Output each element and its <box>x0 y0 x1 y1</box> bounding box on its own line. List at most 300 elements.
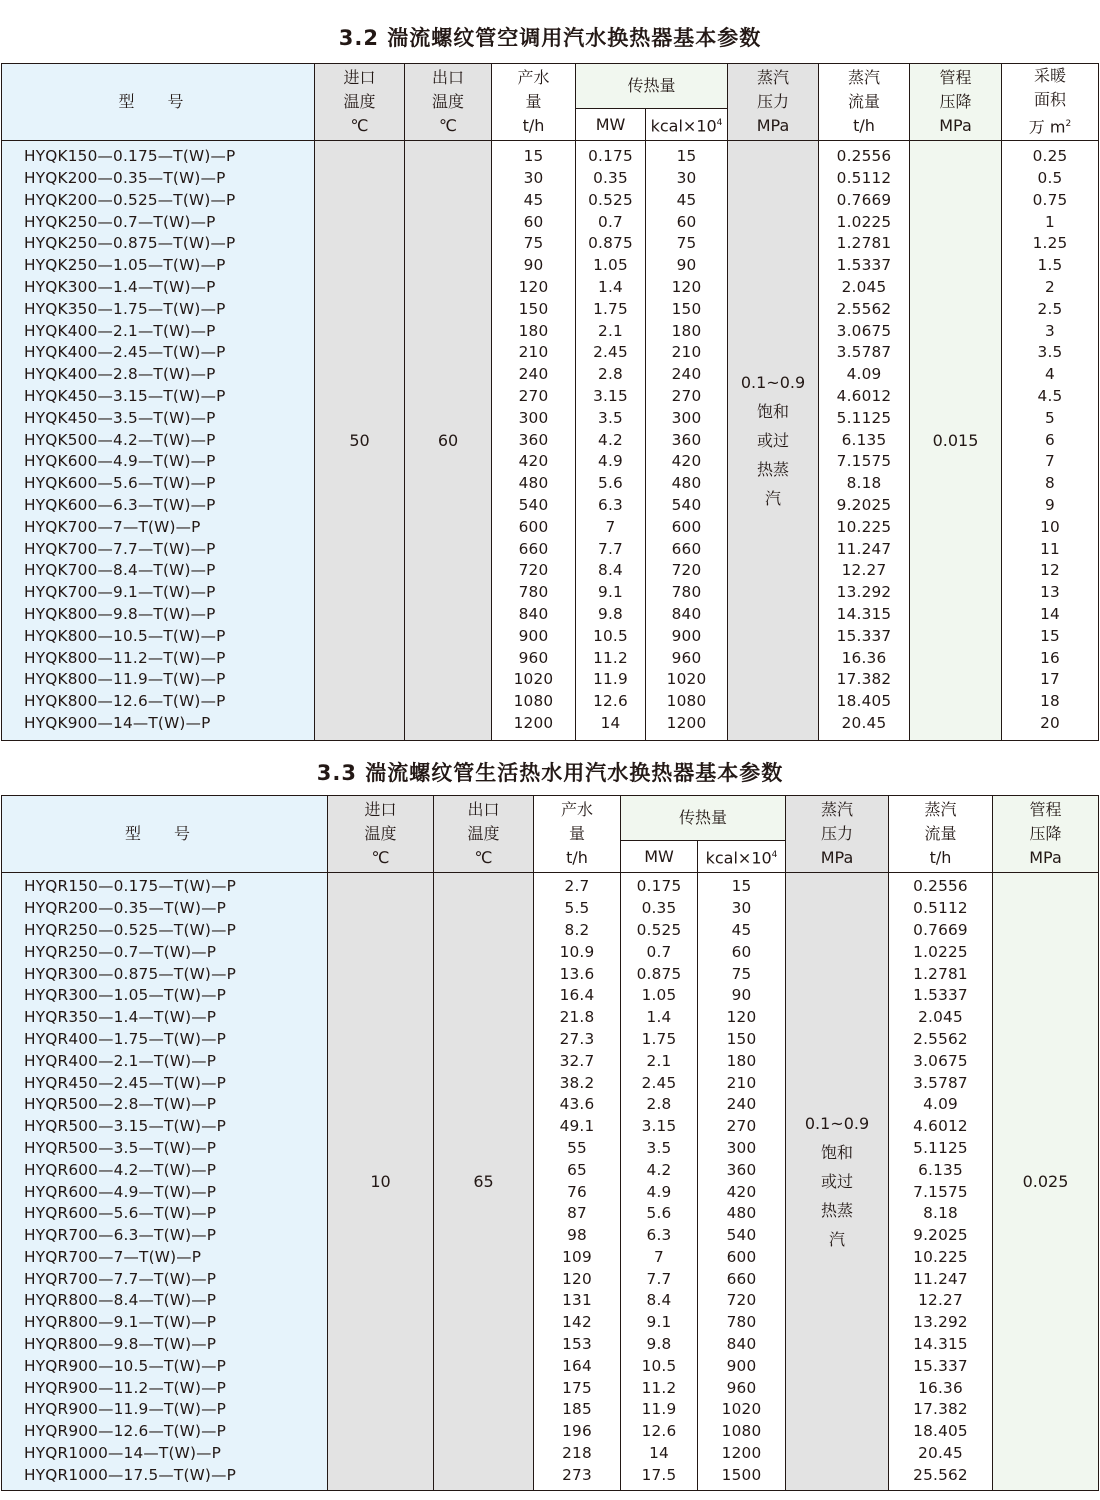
table-cell: 5.6 <box>598 474 623 493</box>
table-cell: 180 <box>671 321 702 340</box>
table-cell: 16.36 <box>918 1378 963 1397</box>
table-cell: 90 <box>676 256 697 275</box>
table-cell: HYQR300—0.875—T(W)—P <box>24 964 237 983</box>
table-cell: 600 <box>726 1247 757 1266</box>
table-cell: HYQR400—1.75—T(W)—P <box>24 1029 227 1048</box>
table-cell: 300 <box>726 1138 757 1157</box>
table-cell: 420 <box>671 452 702 471</box>
steam-flow-column <box>819 141 910 741</box>
table-cell: 0.5112 <box>836 169 892 188</box>
table-cell: 4.5 <box>1037 387 1063 405</box>
table-cell: 15 <box>523 147 544 166</box>
table-cell: 20.45 <box>918 1444 963 1463</box>
table-cell: 16 <box>1040 648 1060 667</box>
table-cell: 7.1575 <box>913 1182 968 1201</box>
table-cell: 0.7 <box>598 212 623 231</box>
table-cell: 0.875 <box>636 964 682 983</box>
header-model: 型 号 <box>2 64 315 141</box>
table-cell: HYQR600—5.6—T(W)—P <box>24 1204 217 1223</box>
table-cell: 11.9 <box>641 1400 677 1419</box>
table-cell: 20.45 <box>841 713 887 732</box>
table-cell: 65 <box>567 1160 587 1179</box>
table-cell: 1.0225 <box>836 212 892 231</box>
table-cell: 218 <box>562 1444 592 1463</box>
table-cell: 12.6 <box>641 1422 677 1441</box>
table-cell: 17 <box>1040 670 1060 689</box>
table-cell: HYQR500—3.15—T(W)—P <box>24 1117 227 1136</box>
table-cell: HYQK450—3.5—T(W)—P <box>24 408 216 427</box>
table-cell: 3.0675 <box>836 321 892 340</box>
header-steam-flow: 蒸汽 流量 t/h <box>819 64 910 141</box>
table-cell: 55 <box>567 1138 587 1157</box>
table-cell: 1.2781 <box>836 234 892 253</box>
table-cell: HYQK200—0.35—T(W)—P <box>24 169 226 188</box>
header-heat-transfer: 传热量 <box>576 64 728 109</box>
table-cell: HYQR800—8.4—T(W)—P <box>24 1291 217 1310</box>
table-cell: 150 <box>671 299 702 318</box>
kcal-column <box>646 141 728 741</box>
table-cell: 2.1 <box>646 1051 672 1070</box>
table-cell: 98 <box>567 1226 587 1245</box>
kcal-column <box>698 873 786 1491</box>
table-cell: 30 <box>731 899 752 918</box>
table-cell: 5.1125 <box>836 408 892 427</box>
table-cell: 540 <box>726 1226 757 1245</box>
table-cell: 4.09 <box>846 365 882 384</box>
table-cell: 1.5 <box>1037 256 1063 275</box>
table-cell: 2.45 <box>593 343 628 362</box>
table-cell: 840 <box>726 1335 757 1354</box>
table-cell: HYQK800—11.9—T(W)—P <box>24 670 226 689</box>
table2 <box>1 795 1099 1491</box>
table-cell: 1.25 <box>1032 234 1068 253</box>
table-cell: 11.2 <box>593 648 628 667</box>
table-cell: 1200 <box>666 713 707 732</box>
table-cell: 196 <box>562 1422 592 1441</box>
table-cell: 15 <box>1040 626 1060 645</box>
table-cell: 720 <box>671 561 702 580</box>
table-cell: 20 <box>1040 713 1060 732</box>
table-cell: HYQR700—6.3—T(W)—P <box>24 1226 217 1245</box>
table-cell: 43.6 <box>559 1095 595 1114</box>
table-cell: 273 <box>562 1465 592 1484</box>
table-cell: HYQK200—0.525—T(W)—P <box>24 190 236 209</box>
steam-pressure-value: 0.1~0.9 饱和 或过 热蒸 汽 <box>728 141 819 741</box>
header-steam-pressure: 蒸汽 压力 MPa <box>786 796 889 873</box>
table-cell: 10.5 <box>641 1356 677 1375</box>
table-cell: 45 <box>676 190 697 209</box>
table-cell: HYQR350—1.4—T(W)—P <box>24 1008 217 1027</box>
table-cell: 210 <box>671 343 702 362</box>
table-cell: 11.9 <box>593 670 628 689</box>
table-cell: 150 <box>726 1029 757 1048</box>
table-cell: 12.27 <box>918 1291 963 1310</box>
table-cell: 3.5 <box>646 1138 672 1157</box>
table-cell: 10.225 <box>913 1247 968 1266</box>
table-cell: 38.2 <box>559 1073 595 1092</box>
table-cell: HYQR1000—17.5—T(W)—P <box>24 1465 237 1484</box>
table-cell: HYQR900—11.9—T(W)—P <box>24 1400 227 1419</box>
table-cell: 16.36 <box>841 648 887 667</box>
table-cell: 120 <box>726 1008 757 1027</box>
header-steam-pressure: 蒸汽 压力 MPa <box>728 64 819 141</box>
table1 <box>1 63 1099 741</box>
table-cell: 0.35 <box>641 899 677 918</box>
table-cell: 49.1 <box>559 1117 595 1136</box>
table2-title: 3.3 湍流螺纹管生活热水用汽水换热器基本参数 <box>316 761 784 785</box>
table-cell: 0.7 <box>646 942 672 961</box>
table-cell: 1080 <box>513 692 554 711</box>
table-cell: HYQK700—7.7—T(W)—P <box>24 539 216 558</box>
table-cell: 18 <box>1040 692 1060 711</box>
table-cell: 210 <box>518 343 549 362</box>
table-cell: 14 <box>600 713 621 732</box>
table-cell: 18.405 <box>913 1422 968 1441</box>
table-cell: 12.6 <box>593 692 628 711</box>
table-cell: 1.0225 <box>913 942 968 961</box>
header-model: 型 号 <box>2 796 328 873</box>
table-cell: 4 <box>1045 365 1055 384</box>
table-cell: 76 <box>567 1182 587 1201</box>
table-cell: 8.18 <box>846 474 882 493</box>
table-cell: 2 <box>1045 278 1055 297</box>
table-cell: HYQK800—12.6—T(W)—P <box>24 692 226 711</box>
table-cell: 0.25 <box>1032 147 1068 166</box>
table-cell: 75 <box>676 234 697 253</box>
table-cell: HYQK800—11.2—T(W)—P <box>24 648 226 667</box>
table-cell: 7 <box>1045 452 1055 471</box>
table-cell: 15 <box>731 877 752 896</box>
header-water-output: 产水 量 t/h <box>534 796 621 873</box>
table-cell: 1.4 <box>646 1008 672 1027</box>
table-cell: 10 <box>1040 517 1060 536</box>
table-cell: 2.045 <box>841 278 887 297</box>
table-cell: HYQK250—0.875—T(W)—P <box>24 234 236 253</box>
table-cell: 11 <box>1040 539 1060 558</box>
table-cell: HYQK700—7—T(W)—P <box>24 517 201 536</box>
table-cell: 1.4 <box>598 278 623 297</box>
table-cell: 25.562 <box>913 1465 968 1484</box>
table-cell: 1.75 <box>593 299 628 318</box>
model-column <box>2 141 315 741</box>
table-cell: 660 <box>726 1269 757 1288</box>
table-cell: 60 <box>676 212 697 231</box>
table-cell: 1020 <box>721 1400 762 1419</box>
table-cell: HYQR500—3.5—T(W)—P <box>24 1138 217 1157</box>
table-cell: 120 <box>518 278 549 297</box>
table-cell: 5.1125 <box>913 1138 968 1157</box>
table-cell: 1.05 <box>641 986 677 1005</box>
table-cell: 960 <box>518 648 549 667</box>
table-cell: 1 <box>1045 212 1055 231</box>
table-cell: 4.6012 <box>836 387 892 405</box>
table-cell: 210 <box>726 1073 757 1092</box>
table-cell: 164 <box>562 1356 592 1375</box>
table-cell: 75 <box>523 234 544 253</box>
table-cell: HYQR800—9.8—T(W)—P <box>24 1335 217 1354</box>
table-cell: HYQK600—5.6—T(W)—P <box>24 474 216 493</box>
mw-column <box>621 873 698 1491</box>
table-cell: HYQR150—0.175—T(W)—P <box>24 877 237 896</box>
table-cell: 153 <box>562 1335 592 1354</box>
table-cell: 3.5787 <box>836 343 892 362</box>
table-cell: 1080 <box>666 692 707 711</box>
table-cell: 4.2 <box>646 1160 672 1179</box>
table-cell: 11.247 <box>913 1269 968 1288</box>
header-pressure-drop: 管程 压降 MPa <box>993 796 1099 873</box>
model-column <box>2 873 328 1491</box>
header-pressure-drop: 管程 压降 MPa <box>910 64 1002 141</box>
water-output-column <box>492 141 576 741</box>
table-cell: 2.45 <box>641 1073 677 1092</box>
table-cell: 17.5 <box>641 1465 677 1484</box>
header-mw: MW <box>576 109 646 141</box>
table-cell: HYQK350—1.75—T(W)—P <box>24 299 226 318</box>
table-cell: 540 <box>518 495 549 514</box>
table-cell: 1.2781 <box>913 964 968 983</box>
header-heating-area: 采暖 面积 万 $m^2$ <box>1002 64 1099 141</box>
table-cell: HYQK700—9.1—T(W)—P <box>24 583 216 602</box>
table-cell: 17.382 <box>836 670 892 689</box>
inlet-temp-value: 50 <box>315 141 405 741</box>
table-cell: 420 <box>726 1182 757 1201</box>
table-cell: 30 <box>523 169 544 188</box>
table-cell: HYQK700—8.4—T(W)—P <box>24 561 216 580</box>
table-cell: 13.292 <box>913 1313 968 1332</box>
table-cell: HYQK400—2.45—T(W)—P <box>24 343 226 362</box>
table-cell: HYQR900—12.6—T(W)—P <box>24 1422 227 1441</box>
table-cell: 10.5 <box>593 626 628 645</box>
table-cell: 780 <box>518 583 549 602</box>
table-cell: 15.337 <box>836 626 892 645</box>
table-cell: 10.9 <box>559 942 595 961</box>
steam-pressure-value: 0.1~0.9 饱和 或过 热蒸 汽 <box>786 873 889 1491</box>
table-cell: 720 <box>518 561 549 580</box>
table-cell: 5 <box>1045 408 1055 427</box>
table-cell: HYQR250—0.7—T(W)—P <box>24 942 217 961</box>
table-cell: 13.292 <box>836 583 892 602</box>
table-cell: 75 <box>731 964 752 983</box>
table-cell: 900 <box>518 626 549 645</box>
table-cell: 840 <box>671 604 702 623</box>
table-cell: 2.5562 <box>913 1029 968 1048</box>
table-cell: 7 <box>654 1247 664 1266</box>
header-outlet-temp: 出口 温度 ℃ <box>405 64 492 141</box>
table-cell: HYQK600—6.3—T(W)—P <box>24 495 216 514</box>
table-cell: 87 <box>567 1204 587 1223</box>
table-cell: 9.1 <box>598 583 623 602</box>
table-cell: 60 <box>731 942 752 961</box>
table-cell: 240 <box>518 365 549 384</box>
table-cell: 27.3 <box>559 1029 595 1048</box>
table-cell: 300 <box>671 408 702 427</box>
outlet-temp-value: 65 <box>434 873 534 1491</box>
table-cell: 175 <box>562 1378 592 1397</box>
header-water-output: 产水 量 t/h <box>492 64 576 141</box>
table-cell: 14.315 <box>836 604 892 623</box>
table-cell: 142 <box>562 1313 592 1332</box>
inlet-temp-value: 10 <box>328 873 434 1491</box>
table-cell: 14 <box>649 1444 669 1463</box>
table-cell: 2.5562 <box>836 299 892 318</box>
table-cell: HYQK250—1.05—T(W)—P <box>24 256 226 275</box>
table-cell: 420 <box>518 452 549 471</box>
header-steam-flow: 蒸汽 流量 t/h <box>889 796 993 873</box>
table-cell: 15.337 <box>913 1356 968 1375</box>
table-cell: 185 <box>562 1400 592 1419</box>
table-cell: 840 <box>518 604 549 623</box>
table-cell: 13 <box>1040 583 1060 602</box>
table-cell: 21.8 <box>559 1008 595 1027</box>
table-cell: 900 <box>671 626 702 645</box>
table-cell: 2.1 <box>598 321 623 340</box>
table-cell: 3 <box>1045 321 1055 340</box>
table-cell: HYQR450—2.45—T(W)—P <box>24 1073 227 1092</box>
table-cell: 45 <box>523 190 544 209</box>
table-cell: 2.7 <box>564 877 590 896</box>
table-cell: 180 <box>518 321 549 340</box>
table-cell: 90 <box>523 256 544 275</box>
table-cell: 0.5 <box>1037 169 1063 188</box>
table-cell: 4.9 <box>598 452 623 471</box>
table-cell: HYQR700—7—T(W)—P <box>24 1247 202 1266</box>
header-kcal: $kcal\times 10^4$ <box>698 841 786 873</box>
table-cell: HYQK300—1.4—T(W)—P <box>24 278 216 297</box>
table-cell: 540 <box>671 495 702 514</box>
table-cell: HYQR200—0.35—T(W)—P <box>24 899 227 918</box>
table-cell: HYQK150—0.175—T(W)—P <box>24 147 236 166</box>
table-cell: 120 <box>562 1269 592 1288</box>
mw-column <box>576 141 646 741</box>
table-cell: HYQR800—9.1—T(W)—P <box>24 1313 217 1332</box>
table-cell: 3.0675 <box>913 1051 968 1070</box>
table-cell: HYQR1000—14—T(W)—P <box>24 1444 222 1463</box>
table-cell: 0.875 <box>588 234 633 253</box>
table-cell: 2.5 <box>1037 299 1063 318</box>
table-cell: HYQR250—0.525—T(W)—P <box>24 920 237 939</box>
table-cell: HYQR900—11.2—T(W)—P <box>24 1378 227 1397</box>
table-cell: 3.15 <box>641 1117 677 1136</box>
header-inlet-temp: 进口 温度 ℃ <box>328 796 434 873</box>
table-cell: 0.2556 <box>913 877 968 896</box>
table-cell: 660 <box>518 539 549 558</box>
table-cell: 13.6 <box>559 964 595 983</box>
table-cell: 240 <box>671 365 702 384</box>
steam-flow-column <box>889 873 993 1491</box>
water-output-column <box>534 873 621 1491</box>
table-cell: 90 <box>731 986 752 1005</box>
table-cell: 240 <box>726 1095 757 1114</box>
table-cell: 1500 <box>721 1465 762 1484</box>
table-cell: 270 <box>518 387 549 405</box>
table-cell: 8.4 <box>598 561 623 580</box>
table-cell: 32.7 <box>559 1051 595 1070</box>
table-cell: HYQR600—4.9—T(W)—P <box>24 1182 217 1201</box>
table-cell: 960 <box>671 648 702 667</box>
table-cell: 2.8 <box>646 1095 672 1114</box>
table-cell: 1020 <box>666 670 707 689</box>
table-cell: 14 <box>1040 604 1060 623</box>
table-cell: 7.1575 <box>836 452 892 471</box>
table-cell: HYQK900—14—T(W)—P <box>24 713 211 732</box>
table-cell: 8 <box>1045 474 1055 493</box>
table-cell: 780 <box>726 1313 757 1332</box>
table-cell: 16.4 <box>559 986 595 1005</box>
table-cell: 0.525 <box>636 920 682 939</box>
pressure-drop-value: 0.015 <box>910 141 1002 741</box>
table-cell: 1.05 <box>593 256 628 275</box>
table-cell: 480 <box>726 1204 757 1223</box>
table-cell: 1.75 <box>641 1029 677 1048</box>
table-cell: 9.1 <box>646 1313 672 1332</box>
table-cell: 0.525 <box>588 190 633 209</box>
header-inlet-temp: 进口 温度 ℃ <box>315 64 405 141</box>
table-cell: 14.315 <box>913 1335 968 1354</box>
table-cell: 11.2 <box>641 1378 677 1397</box>
table-cell: 4.9 <box>646 1182 672 1201</box>
table-cell: HYQK250—0.7—T(W)—P <box>24 212 216 231</box>
header-heat-transfer: 传热量 <box>621 796 786 841</box>
table-cell: 3.5 <box>1037 343 1063 362</box>
table-cell: HYQK450—3.15—T(W)—P <box>24 387 226 405</box>
table-cell: 300 <box>518 408 549 427</box>
header-mw: MW <box>621 841 698 873</box>
table-cell: 600 <box>518 517 549 536</box>
table-cell: 5.6 <box>646 1204 672 1223</box>
table-cell: 15 <box>676 147 697 166</box>
table-cell: 120 <box>671 278 702 297</box>
table-cell: 960 <box>726 1378 757 1397</box>
table-cell: HYQR700—7.7—T(W)—P <box>24 1269 217 1288</box>
table-cell: 7 <box>605 517 616 536</box>
table-cell: 1200 <box>721 1444 762 1463</box>
table-cell: 60 <box>523 212 544 231</box>
pressure-drop-value: 0.025 <box>993 873 1099 1491</box>
table-cell: HYQR600—4.2—T(W)—P <box>24 1160 217 1179</box>
table-cell: 109 <box>562 1247 592 1266</box>
table-cell: 0.7669 <box>836 190 892 209</box>
table-cell: 30 <box>676 169 697 188</box>
table-cell: 9.2025 <box>913 1226 968 1245</box>
table-cell: HYQR900—10.5—T(W)—P <box>24 1356 227 1375</box>
table-cell: 8.4 <box>646 1291 672 1310</box>
table-cell: 45 <box>731 920 752 939</box>
table-cell: 780 <box>671 583 702 602</box>
table-cell: 3.5 <box>598 408 623 427</box>
table-cell: 6.135 <box>918 1160 963 1179</box>
table-cell: 480 <box>518 474 549 493</box>
table-cell: 0.2556 <box>836 147 892 166</box>
table-cell: 0.75 <box>1032 190 1068 209</box>
table-cell: 2.045 <box>918 1008 963 1027</box>
table-cell: HYQK600—4.9—T(W)—P <box>24 452 216 471</box>
table-cell: 8.2 <box>564 920 590 939</box>
table-cell: 6.3 <box>598 495 623 514</box>
table-cell: HYQK800—10.5—T(W)—P <box>24 626 226 645</box>
table-cell: 1200 <box>513 713 554 732</box>
table-cell: 6.3 <box>646 1226 672 1245</box>
table-cell: 0.5112 <box>913 899 968 918</box>
table-cell: 2.8 <box>598 365 623 384</box>
table-cell: 131 <box>562 1291 592 1310</box>
table-cell: HYQK800—9.8—T(W)—P <box>24 604 216 623</box>
table-cell: 7.7 <box>598 539 623 558</box>
table-cell: 660 <box>671 539 702 558</box>
table-cell: 3.5787 <box>913 1073 968 1092</box>
table-cell: 12 <box>1040 561 1060 580</box>
table-cell: 0.35 <box>593 169 628 188</box>
table-cell: 0.7669 <box>913 920 968 939</box>
